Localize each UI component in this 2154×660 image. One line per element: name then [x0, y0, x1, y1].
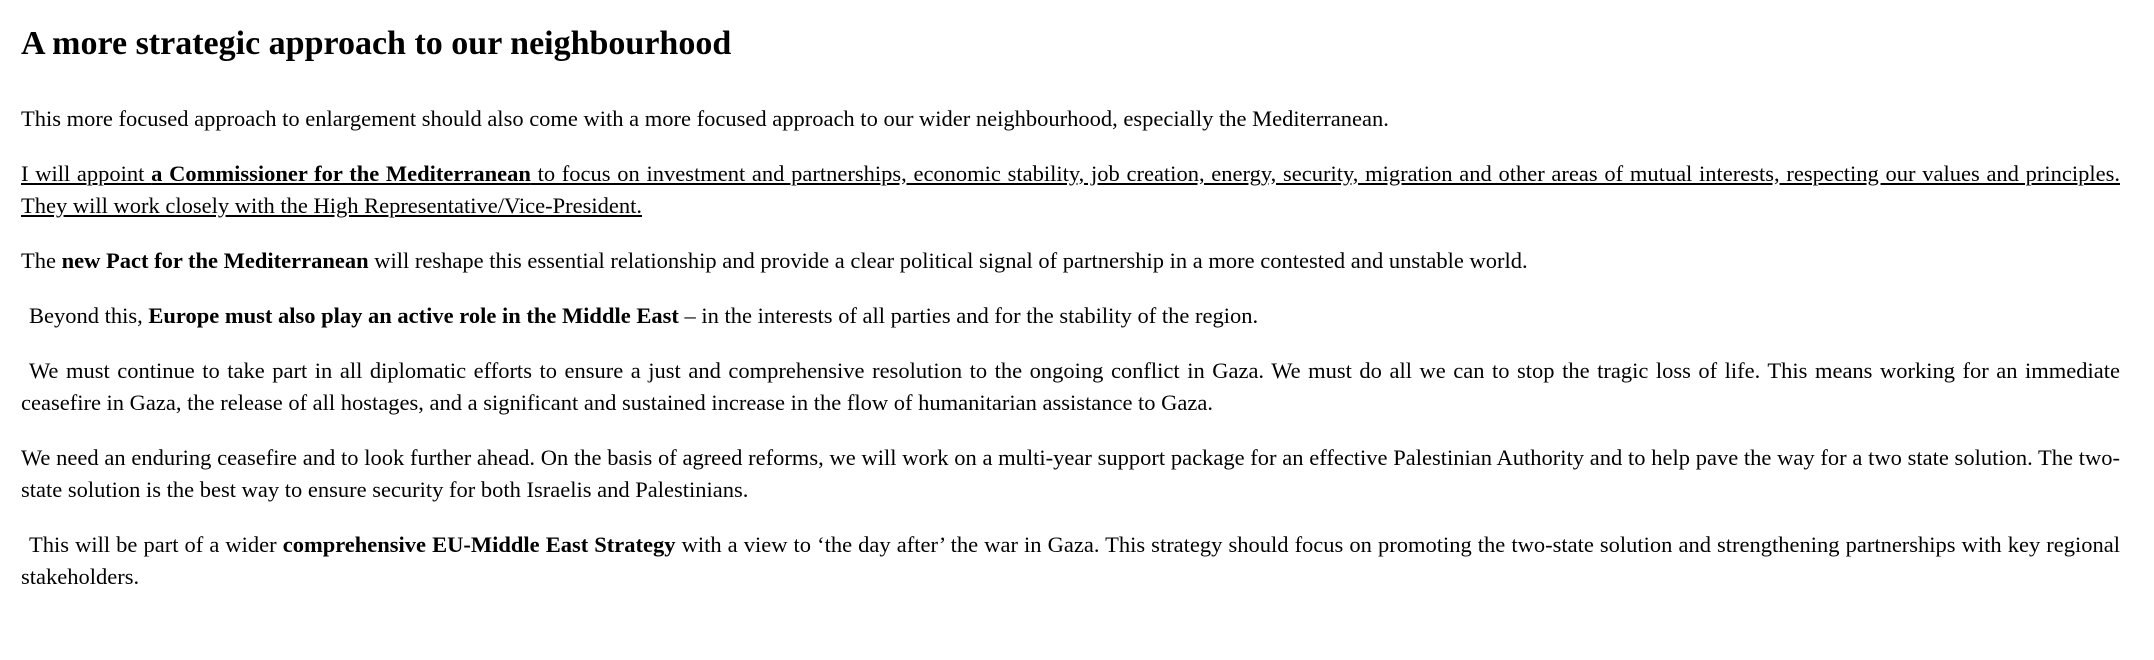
paragraph-commissioner-pledge [21, 158, 2120, 222]
bold-text-run: comprehensive EU-Middle East Strategy [282, 531, 676, 557]
bold-text-run: a Commissioner for the Mediterranean [151, 160, 531, 186]
text-run: Beyond this, [29, 302, 149, 328]
paragraph-pact-for-mediterranean [21, 245, 2120, 277]
paragraph-middle-east-role [21, 300, 2120, 332]
paragraph-eu-middle-east-strategy [21, 529, 2120, 593]
text-run: This more focused approach to enlargement should also come with a more focused approach to our wider neighbourhood, especially the Mediterranean. [21, 105, 1389, 131]
text-run: I will appoint [21, 160, 152, 186]
text-run: This will be part of a wider [29, 531, 283, 557]
text-run: with a view to ‘the day after’ the war in Gaza. This strategy should focus on promoting the two-state solution and strengthening partnerships with key regional stakeholders. [21, 531, 2120, 589]
text-run: – in the interests of all parties and for the stability of the region. [678, 302, 1259, 328]
text-run: will reshape this essential relationship and provide a clear political signal of partnership in a more contested and unstable world. [368, 247, 1528, 273]
text-run: We must continue to take part in all diplomatic efforts to ensure a just and comprehensive resolution to the ongoing conflict in Gaza. We must do all we can to stop the tragic loss of life. This means working for an immediate ceasefire in Gaza, the release of all hostages, and a significant and sustained increase in the flow of humanitarian assistance to Gaza. [21, 357, 2120, 415]
text-run: We need an enduring ceasefire and to look further ahead. On the basis of agreed reforms, we will work on a multi-year support package for an effective Palestinian Authority and to help pave the way for a two state solution. The two-state solution is the best way to ensure security for both Israelis and Palestinians. [21, 444, 2120, 502]
text-run: The [21, 247, 62, 273]
bold-text-run: new Pact for the Mediterranean [61, 247, 369, 273]
paragraph-enduring-ceasefire [21, 442, 2120, 506]
text-run: to focus on investment and partnerships, economic stability, job creation, energy, security, migration and other areas of mutual interests, respecting our values and principles. They will work closely with the High Representative/Vice-President. [21, 160, 2120, 218]
paragraph-diplomatic-efforts [21, 355, 2120, 419]
bold-text-run: Europe must also play an active role in the Middle East [148, 302, 679, 328]
paragraph-intro [21, 103, 2120, 135]
page-title: A more strategic approach to our neighbourhood [21, 25, 732, 62]
